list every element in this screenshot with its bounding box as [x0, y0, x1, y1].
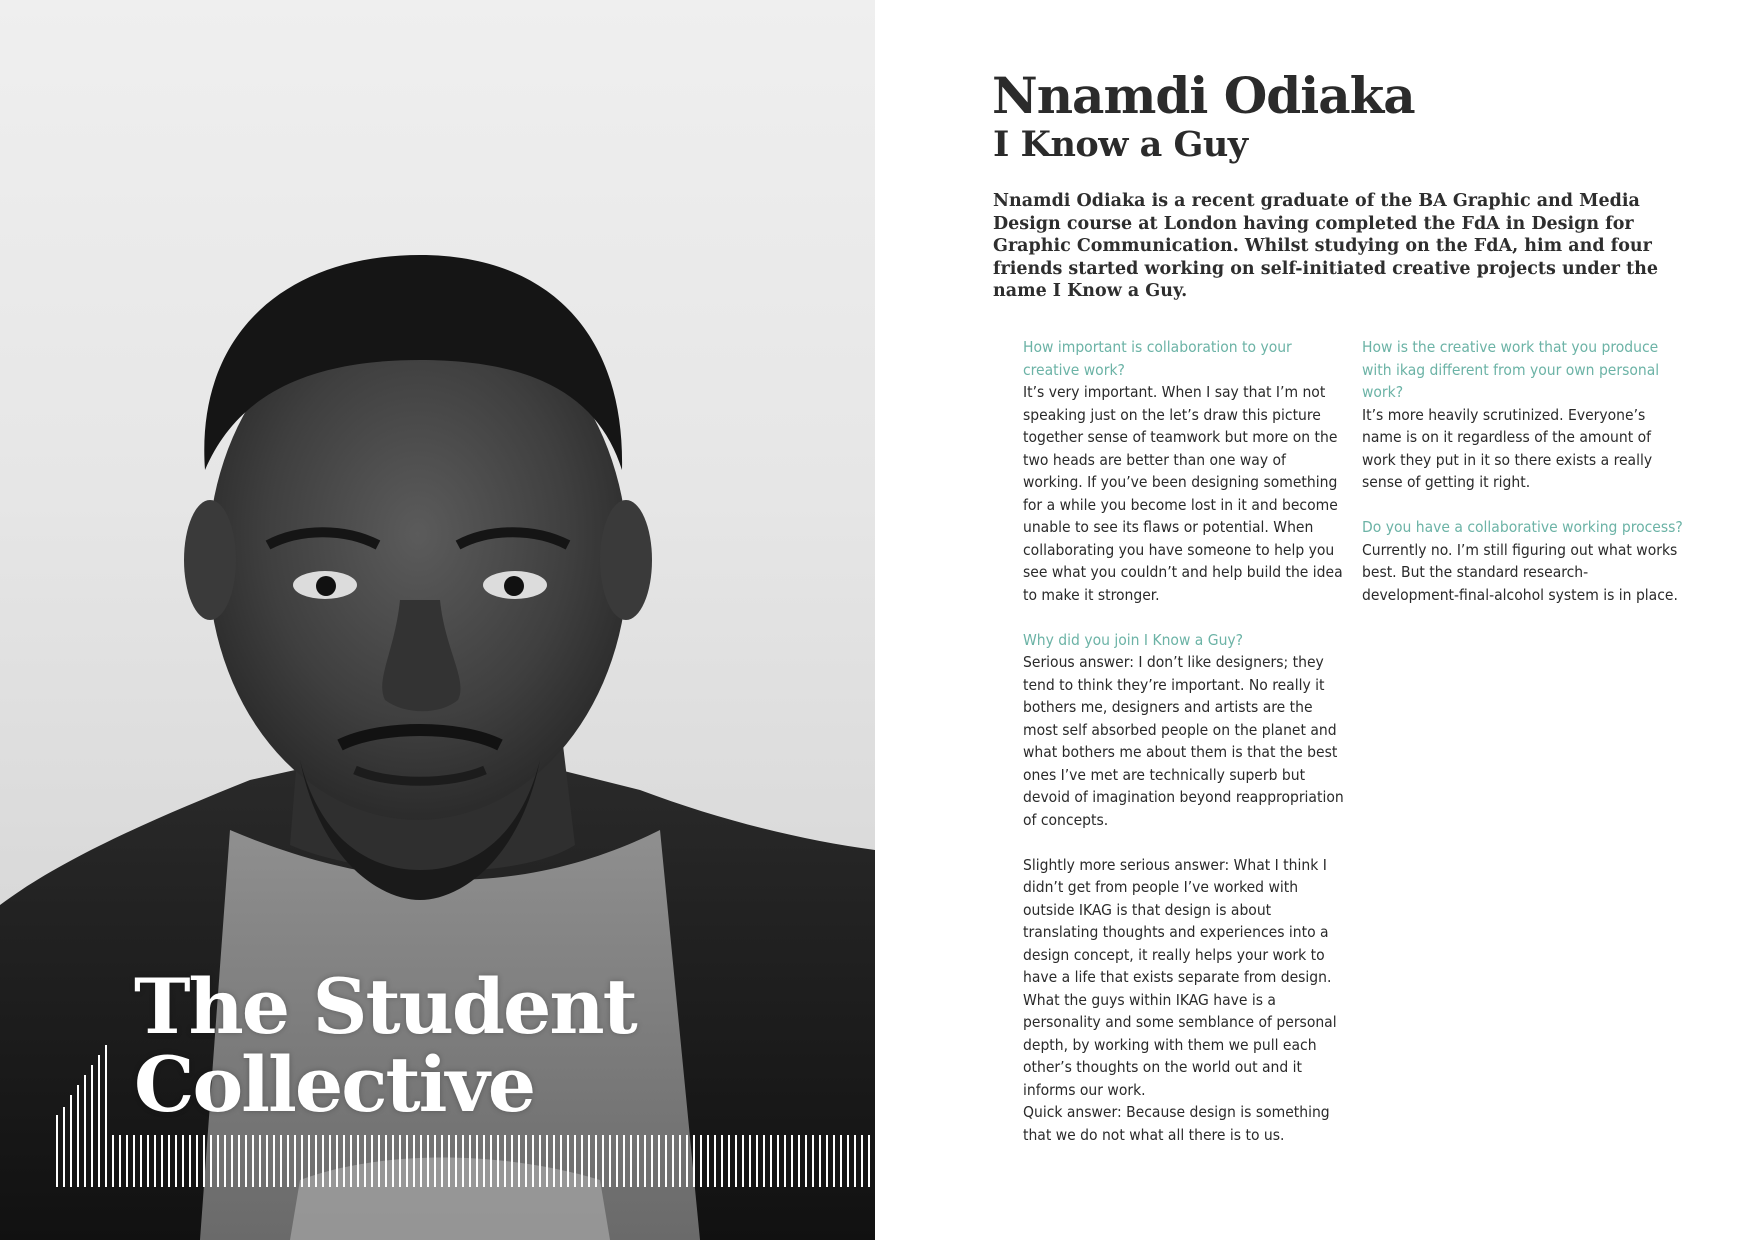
collective-name: I Know a Guy — [993, 124, 1248, 165]
qa-block — [1023, 336, 1344, 606]
interview-question: Why did you join I Know a Guy? — [1023, 630, 1244, 649]
interview-question: How is the creative work that you produce with ikag different from your own personal work? — [1362, 338, 1660, 401]
interview-answer: Currently no. I’m still figuring out what works best. But the standard research-development-final-alcohol system is in place. — [1362, 540, 1678, 604]
qa-block — [1023, 629, 1344, 832]
interview-question: Do you have a collaborative working process? — [1362, 518, 1683, 536]
intro-paragraph: Nnamdi Odiaka is a recent graduate of the BA Graphic and Media Design course at London having completed the FdA in Design for Graphic Communication. Whilst studying on the FdA, him and four friends started working on self-initiated creative projects under the name I Know a Guy. — [993, 191, 1659, 301]
qa-block — [1362, 516, 1683, 606]
interview-answer: It’s more heavily scrutinized. Everyone’s name is on it regardless of the amount of work they put in it so there exists a really sense of getting it right. — [1362, 405, 1653, 491]
interview-columns — [1023, 336, 1683, 1146]
person-name: Nnamdi Odiaka — [992, 66, 1415, 125]
interview-answer: Slightly more serious answer: What I think I didn’t get from people I’ve worked with outside IKAG is that design is about translating thoughts and experiences into a design concept, it really helps your work to have a life that exists separate from design. What the guys within IKAG have is a personality and some semblance of personal depth, by working with them we pull each other’s thoughts on the world out and it informs our work. Quick answer: Because design is something that we do not what all there is to us. — [1023, 855, 1337, 1144]
collective-headline — [134, 962, 636, 1129]
interview-question: How important is collaboration to your creative work? — [1023, 338, 1292, 379]
qa-block — [1362, 336, 1683, 494]
interview-answer: Serious answer: I don’t like designers; they tend to think they’re important. No really it bothers me, designers and artists are the most self absorbed people on the planet and what bothers me about them is that the best ones I’ve met are technically superb but devoid of imagination beyond reappropriation of concepts. — [1023, 653, 1344, 829]
qa-block — [1023, 854, 1344, 1147]
headline-line-1: The Student — [134, 962, 636, 1051]
headline-line-2: Collective — [134, 1040, 535, 1129]
interview-answer: It’s very important. When I say that I’m not speaking just on the let’s draw this picture together sense of teamwork but more on the two heads are better than one way of working. If you’ve been designing something for a while you become lost in it and become unable to see its flaws or potential. When collaborating you have someone to help you see what you couldn’t and help build the idea to make it stronger. — [1023, 383, 1343, 604]
